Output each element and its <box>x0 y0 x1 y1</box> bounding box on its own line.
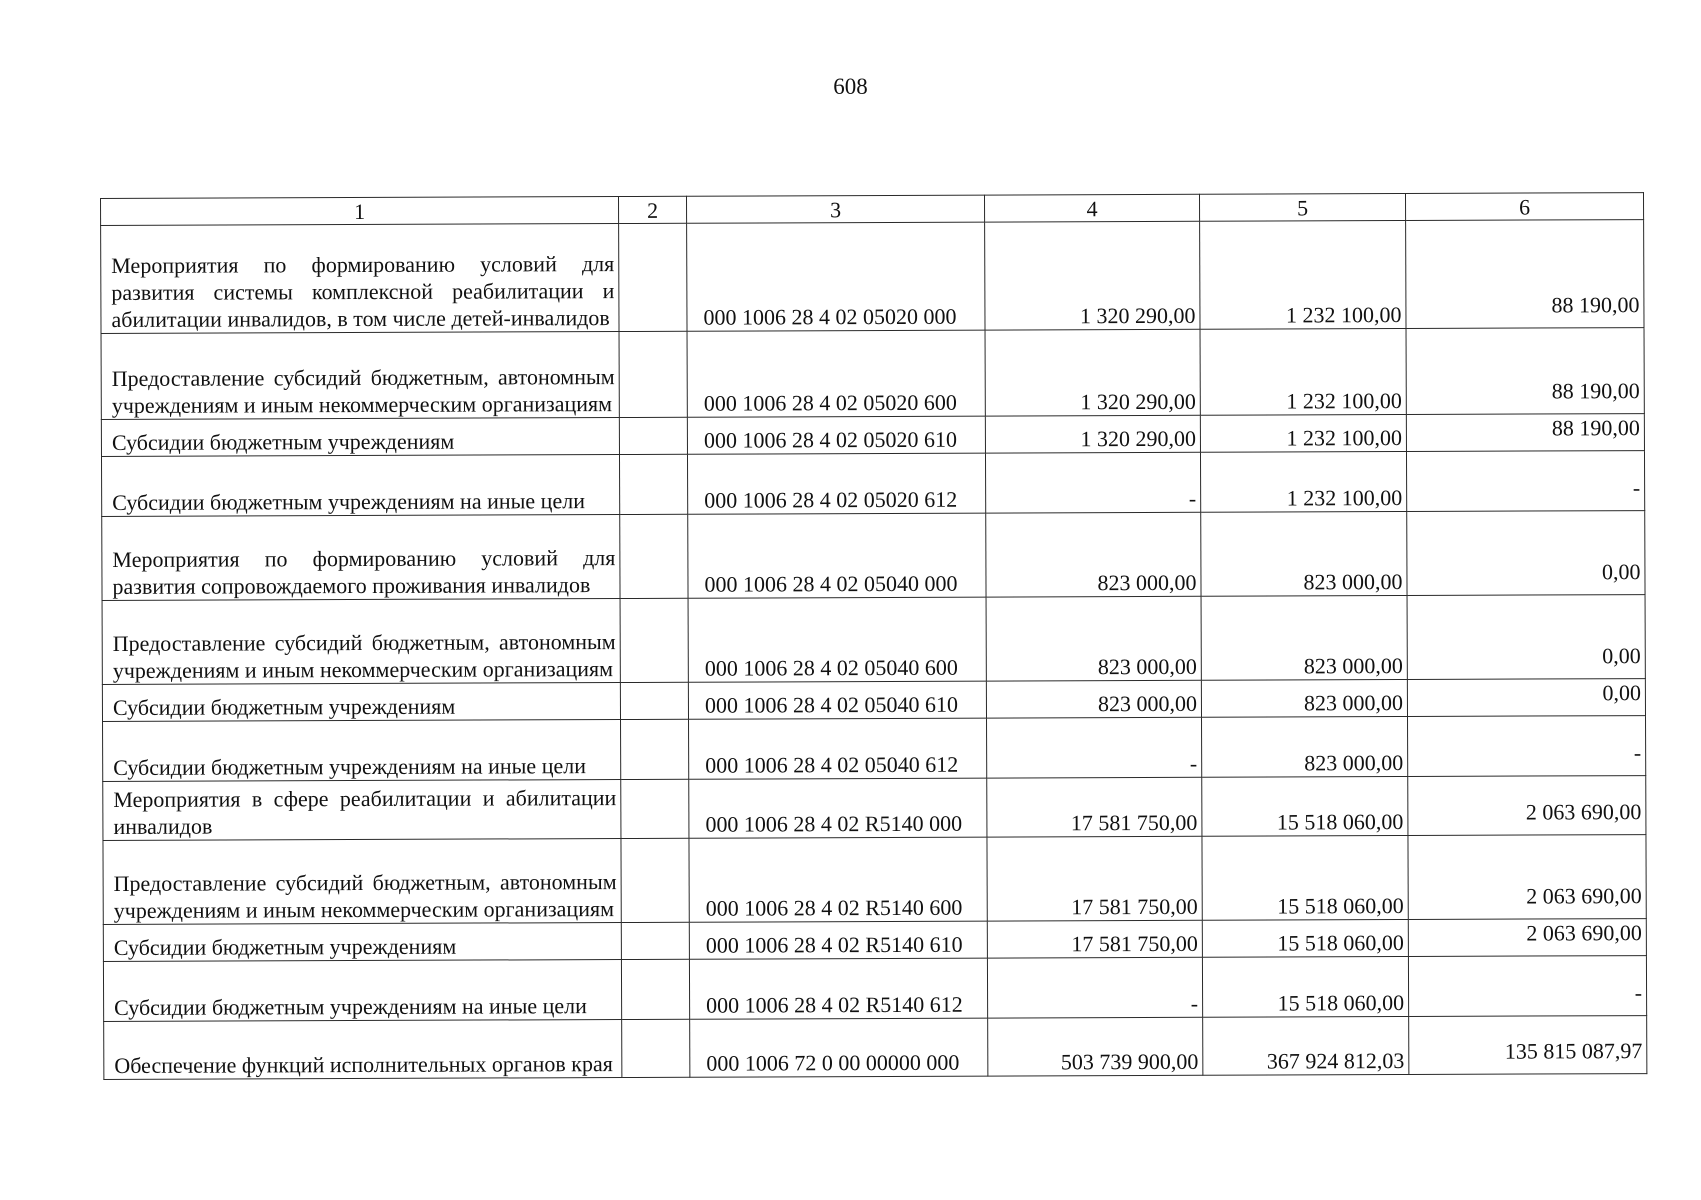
row-code-cell: 000 1006 28 4 02 05020 000 <box>687 222 985 331</box>
row-col6-cell: 2 063 690,00 <box>1408 919 1646 957</box>
row-col5-cell: 823 000,00 <box>1201 679 1407 717</box>
row-col2-cell <box>619 417 687 454</box>
row-col4-cell: 1 320 290,00 <box>985 221 1200 330</box>
row-code-cell: 000 1006 28 4 02 05040 600 <box>688 597 986 682</box>
row-col5-cell: 1 232 100,00 <box>1200 220 1406 329</box>
row-name-cell: Предоставление субсидий бюджетным, автономным учреждениям и иным некоммерческим организациям <box>101 332 619 420</box>
row-col5-cell: 1 232 100,00 <box>1200 451 1406 512</box>
row-name-cell: Субсидии бюджетным учреждениям <box>101 418 619 457</box>
row-col4-cell: 823 000,00 <box>986 596 1201 681</box>
row-col5-cell: 15 518 060,00 <box>1202 835 1408 920</box>
row-col5-cell: 15 518 060,00 <box>1202 956 1408 1017</box>
table-row <box>104 1016 1647 1080</box>
table-row <box>102 679 1645 722</box>
row-code-cell: 000 1006 28 4 02 R5140 600 <box>689 837 987 922</box>
row-col6-cell: 0,00 <box>1407 595 1645 680</box>
row-col2-cell <box>619 454 687 514</box>
row-col4-cell: 17 581 750,00 <box>987 920 1202 958</box>
table-row <box>103 776 1646 841</box>
row-code-cell: 000 1006 28 4 02 R5140 000 <box>689 778 987 838</box>
row-col6-cell: 88 190,00 <box>1406 414 1644 452</box>
row-col5-cell: 1 232 100,00 <box>1200 414 1406 452</box>
row-col4-cell: 17 581 750,00 <box>987 836 1202 921</box>
row-col5-cell: 15 518 060,00 <box>1202 919 1408 957</box>
column-header-4: 4 <box>984 194 1199 222</box>
table-row <box>102 595 1645 685</box>
row-code-cell: 000 1006 28 4 02 05040 612 <box>689 718 987 779</box>
row-name-cell: Субсидии бюджетным учреждениям <box>103 923 621 962</box>
row-col6-cell: 135 815 087,97 <box>1409 1016 1647 1075</box>
row-code-cell: 000 1006 28 4 02 05020 600 <box>687 330 985 417</box>
row-col5-cell: 367 924 812,03 <box>1203 1016 1409 1075</box>
row-code-cell: 000 1006 72 0 00 00000 000 <box>690 1018 988 1077</box>
table-row <box>101 220 1644 334</box>
row-col4-cell: - <box>987 717 1202 778</box>
row-col2-cell <box>619 223 687 331</box>
table-row <box>103 835 1646 925</box>
row-code-cell: 000 1006 28 4 02 05040 610 <box>688 681 986 719</box>
column-header-6: 6 <box>1405 193 1643 221</box>
row-col5-cell: 823 000,00 <box>1202 716 1408 777</box>
row-col6-cell: 88 190,00 <box>1406 220 1644 329</box>
budget-table <box>100 192 1647 1080</box>
row-col2-cell <box>620 598 688 682</box>
row-col2-cell <box>621 779 689 838</box>
column-header-2: 2 <box>618 196 686 223</box>
column-header-1: 1 <box>101 197 619 226</box>
row-name-cell: Субсидии бюджетным учреждениям на иные цели <box>103 960 621 1022</box>
row-col4-cell: - <box>985 452 1200 513</box>
row-col5-cell: 823 000,00 <box>1201 511 1407 596</box>
table-row <box>101 328 1644 420</box>
row-col6-cell: 2 063 690,00 <box>1408 835 1646 920</box>
row-col2-cell <box>620 682 688 719</box>
row-name-cell: Мероприятия по формированию условий для развития системы комплексной реабилитации и абилитации инвалидов, в том числе детей-инвалидов <box>101 224 619 334</box>
row-col2-cell <box>621 838 689 922</box>
table-row <box>102 511 1645 601</box>
row-col4-cell: 1 320 290,00 <box>985 329 1200 416</box>
row-col5-cell: 1 232 100,00 <box>1200 328 1406 415</box>
row-col4-cell: 503 739 900,00 <box>988 1017 1203 1076</box>
row-name-cell: Субсидии бюджетным учреждениям на иные цели <box>101 455 619 517</box>
row-col5-cell: 823 000,00 <box>1201 595 1407 680</box>
row-col6-cell: 0,00 <box>1407 511 1645 596</box>
row-code-cell: 000 1006 28 4 02 R5140 612 <box>689 958 987 1019</box>
row-name-cell: Предоставление субсидий бюджетным, автономным учреждениям и иным некоммерческим организациям <box>102 599 620 685</box>
row-col5-cell: 15 518 060,00 <box>1202 776 1408 836</box>
row-col2-cell <box>621 922 689 959</box>
row-col6-cell: 0,00 <box>1407 679 1645 717</box>
row-name-cell: Мероприятия в сфере реабилитации и абилитации инвалидов <box>103 780 621 841</box>
row-col2-cell <box>619 331 687 417</box>
row-name-cell: Предоставление субсидий бюджетным, автономным учреждениям и иным некоммерческим организациям <box>103 839 621 925</box>
row-name-cell: Обеспечение функций исполнительных органов края <box>104 1020 622 1080</box>
row-col6-cell: 88 190,00 <box>1406 328 1644 415</box>
row-col2-cell <box>621 959 689 1019</box>
row-code-cell: 000 1006 28 4 02 05020 610 <box>687 416 985 454</box>
table-row <box>101 414 1644 457</box>
row-code-cell: 000 1006 28 4 02 05040 000 <box>688 513 986 598</box>
row-col6-cell: - <box>1406 451 1644 512</box>
row-col4-cell: 1 320 290,00 <box>985 415 1200 453</box>
row-col2-cell <box>622 1019 690 1077</box>
table-row <box>103 919 1646 962</box>
row-name-cell: Мероприятия по формированию условий для развития сопровождаемого проживания инвалидов <box>102 515 620 601</box>
row-name-cell: Субсидии бюджетным учреждениям на иные цели <box>103 720 621 782</box>
row-col6-cell: - <box>1408 956 1646 1017</box>
row-col6-cell: - <box>1408 716 1646 777</box>
row-col4-cell: 823 000,00 <box>986 680 1201 718</box>
row-col4-cell: 17 581 750,00 <box>987 777 1202 837</box>
page-number: 608 <box>833 74 868 99</box>
column-header-3: 3 <box>686 195 984 223</box>
table-row <box>103 716 1646 782</box>
row-col4-cell: - <box>987 957 1202 1018</box>
row-col2-cell <box>620 514 688 598</box>
row-name-cell: Субсидии бюджетным учреждениям <box>102 683 620 722</box>
row-code-cell: 000 1006 28 4 02 05020 612 <box>687 453 985 514</box>
table-row <box>103 956 1646 1022</box>
column-header-5: 5 <box>1199 193 1405 221</box>
budget-table-container <box>100 192 1646 1080</box>
row-col4-cell: 823 000,00 <box>986 512 1201 597</box>
row-code-cell: 000 1006 28 4 02 R5140 610 <box>689 921 987 959</box>
table-row <box>101 451 1644 517</box>
row-col2-cell <box>621 719 689 779</box>
row-col6-cell: 2 063 690,00 <box>1408 776 1646 836</box>
